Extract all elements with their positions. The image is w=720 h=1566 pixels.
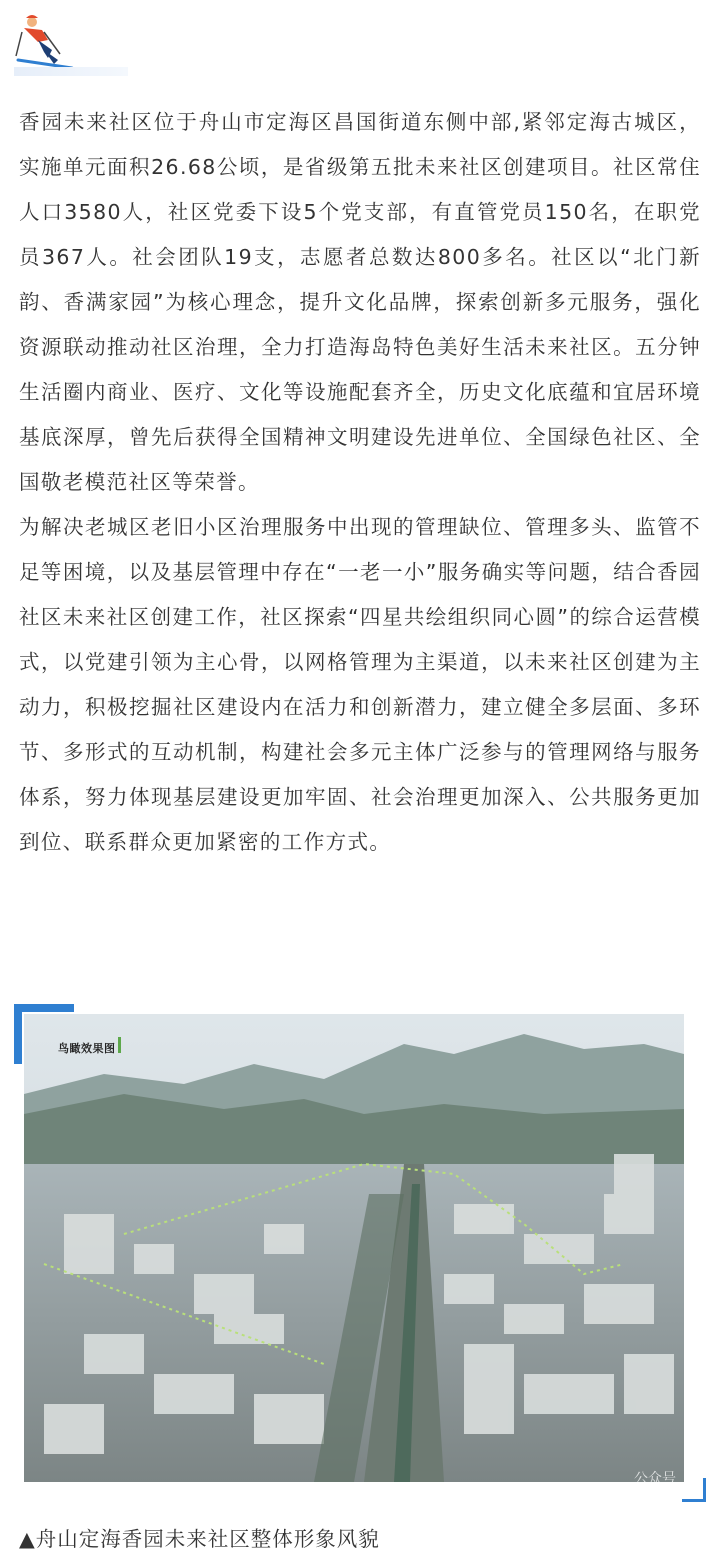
photo-label: 鸟瞰效果图 (58, 1042, 116, 1055)
header-underline (14, 67, 128, 76)
paragraph-intro: 香园未来社区位于舟山市定海区昌国街道东侧中部,紧邻定海古城区，实施单元面积26.68公顷，是省级第五批未来社区创建项目。社区常住人口3580人，社区党委下设5个党支部，有直管党员150名，在职党员367人。社会团队19支，志愿者总数达800多名。社区以“北门新韵、香满家园”为核心理念，提升文化品牌，探索创新多元服务，强化资源联动推动社区治理，全力打造海岛特色美好生活未来社区。五分钟生活圈内商业、医疗、文化等设施配套齐全，历史文化底蕴和宜居环境基底深厚，曾先后获得全国精神文明建设先进单位、全国绿色社区、全国敬老模范社区等荣誉。 (19, 110, 701, 494)
aerial-photo-frame (14, 1004, 706, 1502)
paragraph-governance: 为解决老城区老旧小区治理服务中出现的管理缺位、管理多头、监管不足等困境，以及基层管理中存在“一老一小”服务确实等问题，结合香园社区未来社区创建工作，社区探索“四星共绘组织同心圆”的综合运营模式，以党建引领为主心骨，以网格管理为主渠道，以未来社区创建为主动力，积极挖掘社区建设内在活力和创新潜力，建立健全多层面、多环节、多形式的互动机制，构建社会多元主体广泛参与的管理网络与服务体系，努力体现基层建设更加牢固、社会治理更加深入、公共服务更加到位、联系群众更加紧密的工作方式。 (19, 515, 701, 854)
frame-corner-bottom-right (682, 1478, 706, 1502)
article-body (19, 100, 701, 865)
watermark: 公众号 (634, 1471, 676, 1487)
photo-label-accent (118, 1037, 121, 1053)
skier-icon (14, 10, 84, 70)
photo-caption: ▲舟山定海香园未来社区整体形象风貌 (19, 1527, 380, 1551)
header-decoration (14, 10, 128, 76)
aerial-photo (24, 1014, 684, 1482)
